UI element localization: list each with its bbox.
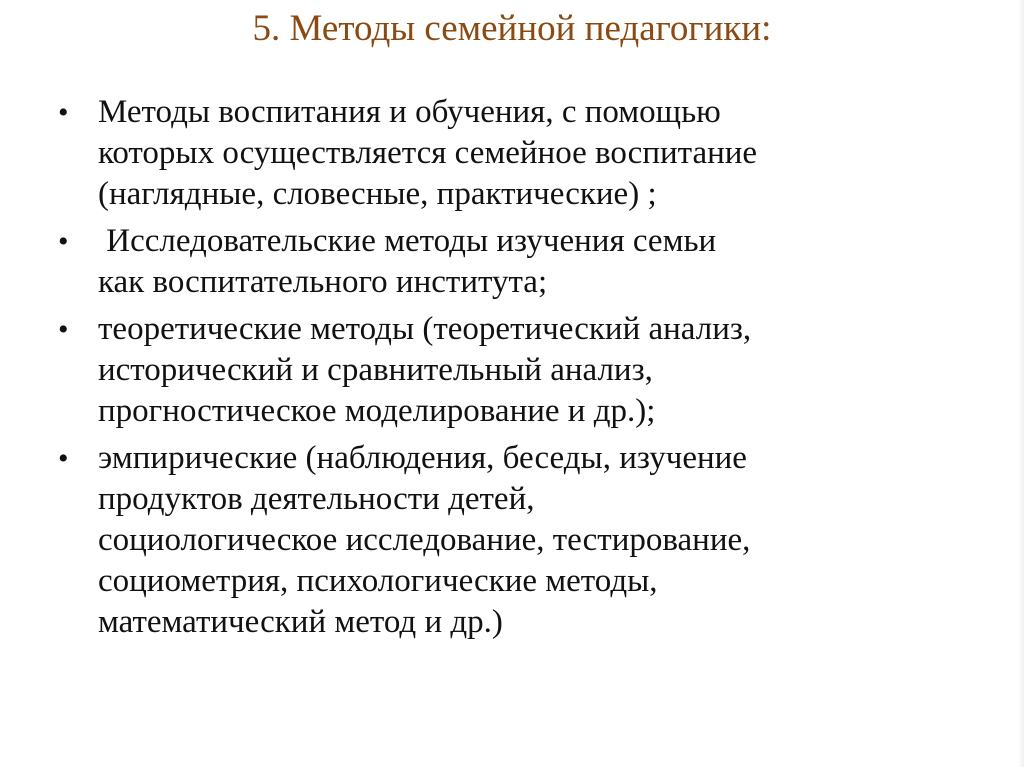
- bullet-item-empirical-methods: [56, 438, 976, 643]
- bullet-line: продуктов деятельности детей,: [98, 481, 535, 517]
- bullet-line: прогностическое моделирование и др.);: [98, 393, 656, 429]
- slide-title: 5. Методы семейной педагогики:: [252, 8, 772, 49]
- bullet-item-upbringing-methods: [56, 92, 976, 215]
- bullet-line: социометрия, психологические методы,: [98, 563, 658, 599]
- bullet-line: исторический и сравнительный анализ,: [98, 352, 653, 388]
- slide-edge-shadow: [1018, 0, 1024, 767]
- bullet-line: эмпирические (наблюдения, беседы, изучение: [98, 440, 747, 476]
- bullet-icon: •: [58, 225, 69, 258]
- bullet-item-research-methods: [56, 221, 976, 303]
- bullet-line: социологическое исследование, тестирование,: [98, 522, 751, 558]
- bullet-list: [56, 92, 976, 649]
- bullet-icon: •: [58, 313, 69, 346]
- bullet-line: (наглядные, словесные, практические) ;: [98, 176, 657, 212]
- bullet-line: математический метод и др.): [98, 604, 503, 640]
- bullet-icon: •: [58, 96, 69, 129]
- bullet-line: теоретические методы (теоретический анализ,: [98, 311, 752, 347]
- bullet-line: которых осуществляется семейное воспитание: [98, 135, 758, 171]
- bullet-line: Методы воспитания и обучения, с помощью: [98, 94, 721, 130]
- bullet-line: как воспитательного института;: [98, 264, 548, 300]
- bullet-line: Исследовательские методы изучения семьи: [98, 223, 717, 259]
- bullet-icon: •: [58, 442, 69, 475]
- bullet-item-theoretical-methods: [56, 309, 976, 432]
